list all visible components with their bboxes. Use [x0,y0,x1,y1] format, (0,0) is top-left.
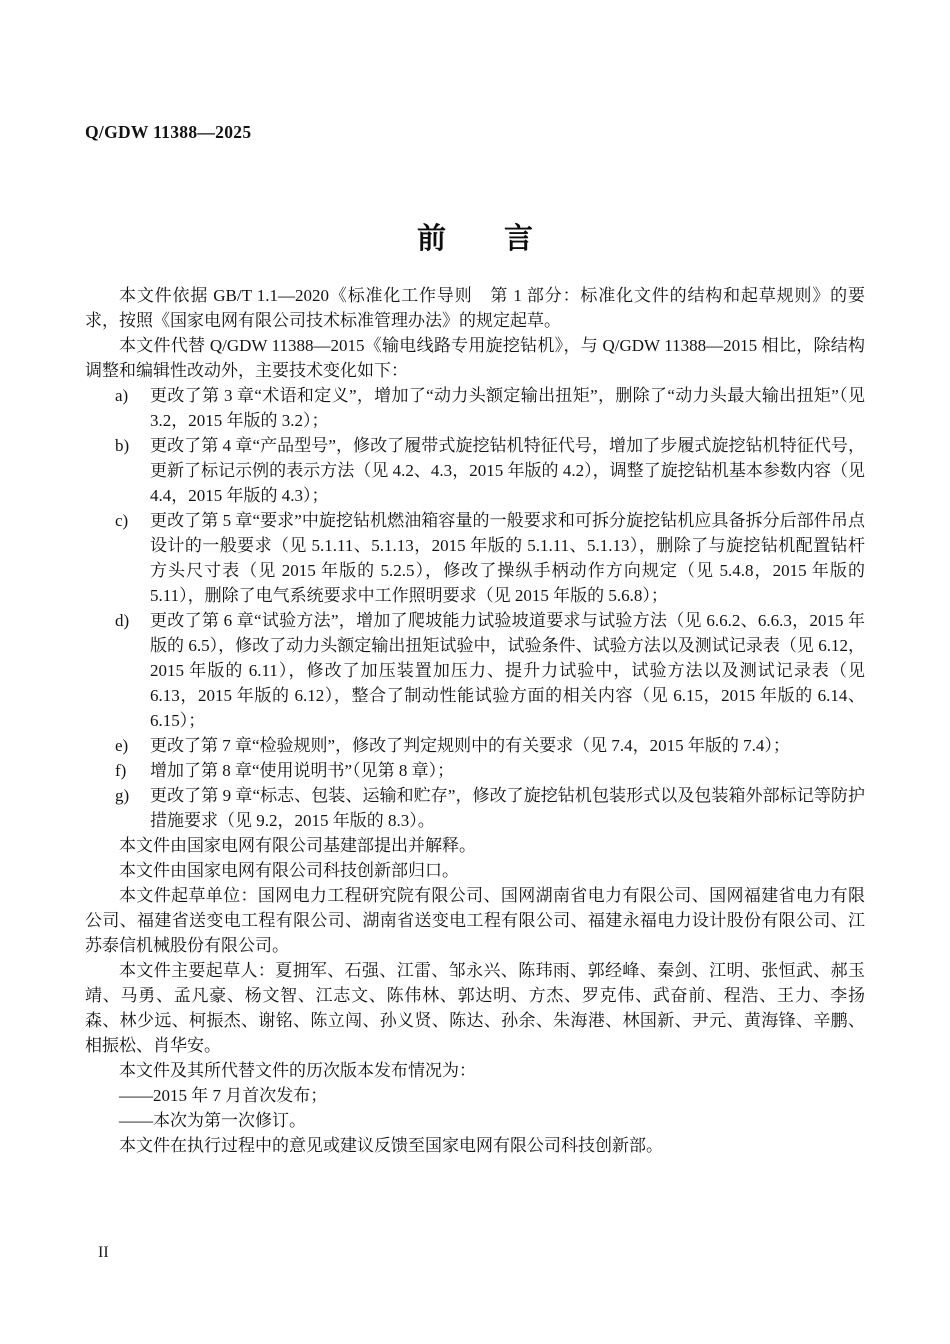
page-number: II [98,1244,109,1261]
change-item-b [85,433,865,508]
change-item-text: 更改了第 5 章“要求”中旋挖钻机燃油箱容量的一般要求和可拆分旋挖钻机应具备拆分后部件吊点设计的一般要求（见 5.1.11、5.1.13，2015 年版的 5.1.11、5.1.13），删除了与旋挖钻机配置钻杆方头尺寸表（见 2015 年版的 5.2.5），修改了操纵手柄动作方向规定（见 5.4.8，2015 年版的 5.11），删除了电气系统要求中工作照明要求（见 2015 年版的 5.6.8）； [150,511,865,605]
change-item-label: c) [115,511,129,530]
change-item-label: a) [115,386,129,405]
change-item-label: b) [115,436,130,455]
change-item-label: e) [115,736,129,755]
foreword-paragraph-feedback: 本文件在执行过程中的意见或建议反馈至国家电网有限公司科技创新部。 [119,1136,663,1155]
change-item-text: 更改了第 4 章“产品型号”，修改了履带式旋挖钻机特征代号，增加了步履式旋挖钻机特征代号，更新了标记示例的表示方法（见 4.2、4.3，2015 年版的 4.2），调整了旋挖钻机基本参数内容（见 4.4，2015 年版的 4.3）； [150,436,865,505]
change-item-g [85,783,865,833]
foreword-paragraph-replaces: 本文件代替 Q/GDW 11388—2015《输电线路专用旋挖钻机》，与 Q/GDW 11388—2015 相比，除结构调整和编辑性改动外，主要技术变化如下： [85,336,865,380]
change-item-f [85,758,865,783]
change-item-label: f) [115,761,127,780]
change-item-a [85,383,865,433]
foreword-paragraph-managed-by: 本文件由国家电网有限公司科技创新部归口。 [119,861,459,880]
foreword-paragraph-basis: 本文件依据 GB/T 1.1—2020《标准化工作导则 第 1 部分：标准化文件的结构和起草规则》的要求，按照《国家电网有限公司技术标准管理办法》的规定起草。 [85,286,865,330]
foreword-body [85,283,865,1158]
change-item-e [85,733,865,758]
doc-number: Q/GDW 11388—2025 [85,122,252,142]
change-item-text: 更改了第 3 章“术语和定义”，增加了“动力头额定输出扭矩”，删除了“动力头最大输出扭矩”（见 3.2，2015 年版的 3.2）； [150,386,865,430]
foreword-paragraph-proposed-by: 本文件由国家电网有限公司基建部提出并解释。 [119,836,476,855]
foreword-paragraph-history-revision: ——本次为第一次修订。 [119,1111,306,1130]
change-item-text: 增加了第 8 章“使用说明书”（见第 8 章）； [150,761,455,780]
change-item-text: 更改了第 6 章“试验方法”，增加了爬坡能力试验坡道要求与试验方法（见 6.6.2、6.6.3，2015 年版的 6.5），修改了动力头额定输出扭矩试验中，试验条件、试验方法以及测试记录表（见 6.12，2015 年版的 6.11），修改了加压装置加压力、提升力试验中，试验方法以及测试记录表（见 6.13，2015 年版的 6.12），整合了制动性能试验方面的相关内容（见 6.15，2015 年版的 6.14、6.15）； [150,611,865,730]
change-item-label: g) [115,786,130,805]
foreword-paragraph-drafters: 本文件主要起草人：夏拥军、石强、江雷、邹永兴、陈玮雨、郭经峰、秦剑、江明、张恒武、郝玉靖、马勇、孟凡豪、杨文智、江志文、陈伟林、郭达明、方杰、罗克伟、武奋前、程浩、王力、李扬森、林少远、柯振杰、谢铭、陈立闯、孙义贤、陈达、孙余、朱海港、林国新、尹元、黄海锋、辛鹏、相振松、肖华安。 [85,961,865,1055]
change-item-label: d) [115,611,130,630]
change-list [85,383,865,833]
foreword-paragraph-history-intro: 本文件及其所代替文件的历次版本发布情况为： [119,1061,476,1080]
foreword-paragraph-history-first: ——2015 年 7 月首次发布； [119,1086,328,1105]
change-item-d [85,608,865,733]
foreword-paragraph-drafting-orgs: 本文件起草单位：国网电力工程研究院有限公司、国网湖南省电力有限公司、国网福建省电力有限公司、福建省送变电工程有限公司、湖南省送变电工程有限公司、福建永福电力设计股份有限公司、江苏泰信机械股份有限公司。 [85,886,865,955]
change-item-c [85,508,865,608]
change-item-text: 更改了第 9 章“标志、包装、运输和贮存”，修改了旋挖钻机包装形式以及包装箱外部标记等防护措施要求（见 9.2，2015 年版的 8.3）。 [150,786,865,830]
change-item-text: 更改了第 7 章“检验规则”，修改了判定规则中的有关要求（见 7.4，2015 年版的 7.4）； [150,736,790,755]
page-title: 前 言 [416,223,533,256]
